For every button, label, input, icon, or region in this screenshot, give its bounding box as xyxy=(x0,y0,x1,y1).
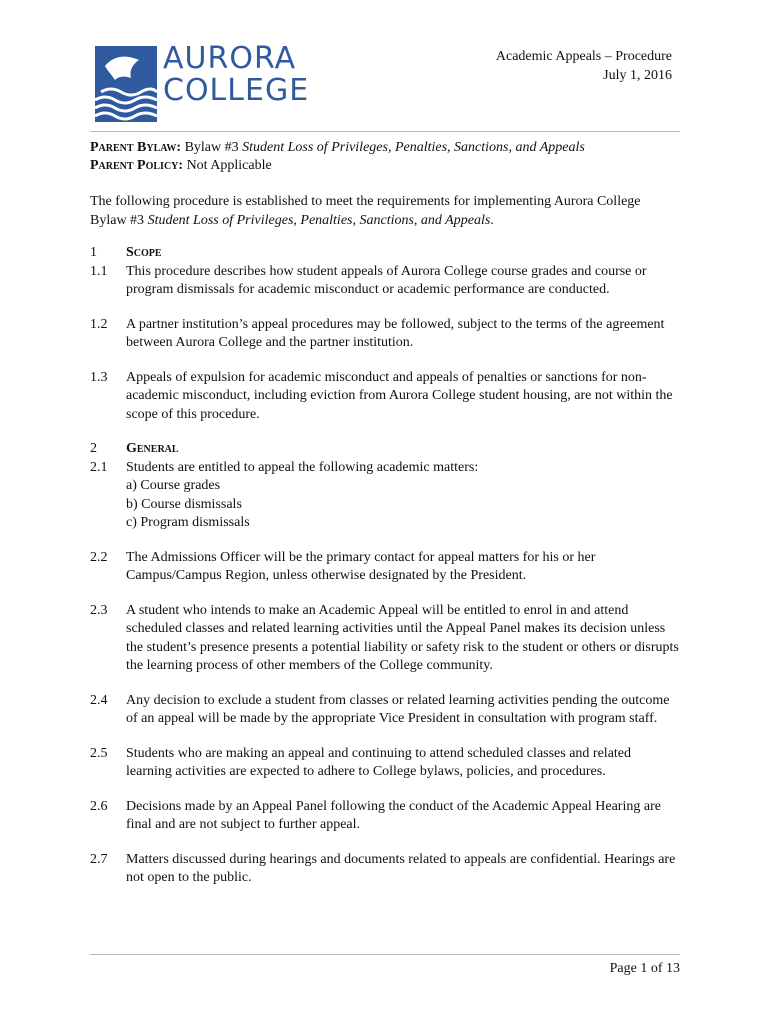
clause xyxy=(90,316,680,353)
logo-line1: AURORA xyxy=(163,41,297,76)
parent-policy-value: Not Applicable xyxy=(186,158,272,173)
clause-number: 1.3 xyxy=(90,369,108,385)
clause xyxy=(90,745,680,782)
clause-text: Students who are making an appeal and continuing to attend scheduled classes and related learning activities are expected to adhere to College bylaws, policies, and procedures. xyxy=(126,745,632,779)
section-number: 1 xyxy=(90,245,97,260)
clause-number: 2.2 xyxy=(90,549,108,565)
intro-paragraph xyxy=(90,192,680,230)
clause xyxy=(90,692,680,729)
clause-text: Appeals of expulsion for academic misconduct and appeals of penalties or sanctions for non-academic misconduct, including eviction from Aurora College student housing, are not within the scope of this procedure. xyxy=(126,369,673,422)
doc-title: Academic Appeals – Procedure xyxy=(495,49,672,64)
parent-policy-label: Parent Policy: xyxy=(90,158,184,173)
clause xyxy=(90,549,680,586)
list-item: c) Program dismissals xyxy=(126,515,250,530)
procedure-body xyxy=(90,244,680,888)
section-title: General xyxy=(126,441,179,456)
intro-title: Student Loss of Privileges, Penalties, Sanctions, and Appeals xyxy=(147,213,491,228)
clause-text: The Admissions Officer will be the primary contact for appeal matters for his or her Campus/Campus Region, unless otherwise designated by the President. xyxy=(126,549,596,583)
parent-bylaw-title: Student Loss of Privileges, Penalties, Sanctions, and Appeals xyxy=(242,140,585,155)
clause xyxy=(90,798,680,835)
appeal-matters-list xyxy=(126,477,680,533)
page-number: Page 1 of 13 xyxy=(609,961,680,976)
doc-date: July 1, 2016 xyxy=(603,68,672,83)
clause-number: 2.3 xyxy=(90,602,108,618)
clause-text: Students are entitled to appeal the following academic matters: xyxy=(126,459,479,475)
clause-text: This procedure describes how student appeals of Aurora College course grades and course or program dismissals for academic misconduct or academic performance are conducted. xyxy=(126,263,647,297)
clause xyxy=(90,369,680,425)
parent-references xyxy=(90,139,680,175)
aurora-figure-icon xyxy=(95,46,157,122)
clause xyxy=(90,602,680,676)
clause-number: 2.7 xyxy=(90,851,108,867)
clause-text: Any decision to exclude a student from classes or related learning activities pending the outcome of an appeal will be made by the appropriate Vice President in consultation with program staff. xyxy=(126,692,670,726)
intro-prefix: The following procedure is established to meet the requirements for implementing Aurora College Bylaw #3 xyxy=(90,194,641,228)
clause-text: A student who intends to make an Academic Appeal will be entitled to enrol in and attend scheduled classes and related learning activities until the Appeal Panel makes its decision unless the student’s presence presents a potential liability or safety risk to the student or others or disrupts the learning process of other members of the College community. xyxy=(126,602,679,673)
section-heading xyxy=(90,244,680,263)
clause-number: 2.5 xyxy=(90,745,108,761)
clause xyxy=(90,851,680,888)
document-header xyxy=(496,47,672,85)
header-divider xyxy=(90,131,680,132)
parent-bylaw-label: Parent Bylaw: xyxy=(90,140,182,155)
list-item: a) Course grades xyxy=(126,478,221,493)
clause xyxy=(90,459,680,533)
footer-divider xyxy=(90,954,680,955)
logo-wordmark xyxy=(163,41,310,108)
parent-bylaw-prefix: Bylaw #3 xyxy=(184,140,243,155)
clause-number: 2.4 xyxy=(90,692,108,708)
clause-number: 2.1 xyxy=(90,459,108,475)
parent-bylaw-line xyxy=(90,139,680,157)
clause-text: Matters discussed during hearings and documents related to appeals are confidential. Hearings are not open to the public. xyxy=(126,851,676,885)
clause-number: 1.1 xyxy=(90,263,108,279)
clause-text: A partner institution’s appeal procedures may be followed, subject to the terms of the agreement between Aurora College and the partner institution. xyxy=(126,316,665,350)
list-item: b) Course dismissals xyxy=(126,496,242,512)
logo-line2: COLLEGE xyxy=(163,73,310,108)
aurora-college-logo xyxy=(95,41,310,124)
clause-text: Decisions made by an Appeal Panel following the conduct of the Academic Appeal Hearing are final and are not subject to further appeal. xyxy=(126,798,661,832)
clause xyxy=(90,263,680,300)
section-title: Scope xyxy=(126,245,162,260)
intro-suffix: . xyxy=(490,213,494,228)
clause-number: 2.6 xyxy=(90,798,108,814)
section-heading xyxy=(90,440,680,459)
parent-policy-line xyxy=(90,157,680,175)
section-number: 2 xyxy=(90,441,97,456)
clause-number: 1.2 xyxy=(90,316,108,332)
